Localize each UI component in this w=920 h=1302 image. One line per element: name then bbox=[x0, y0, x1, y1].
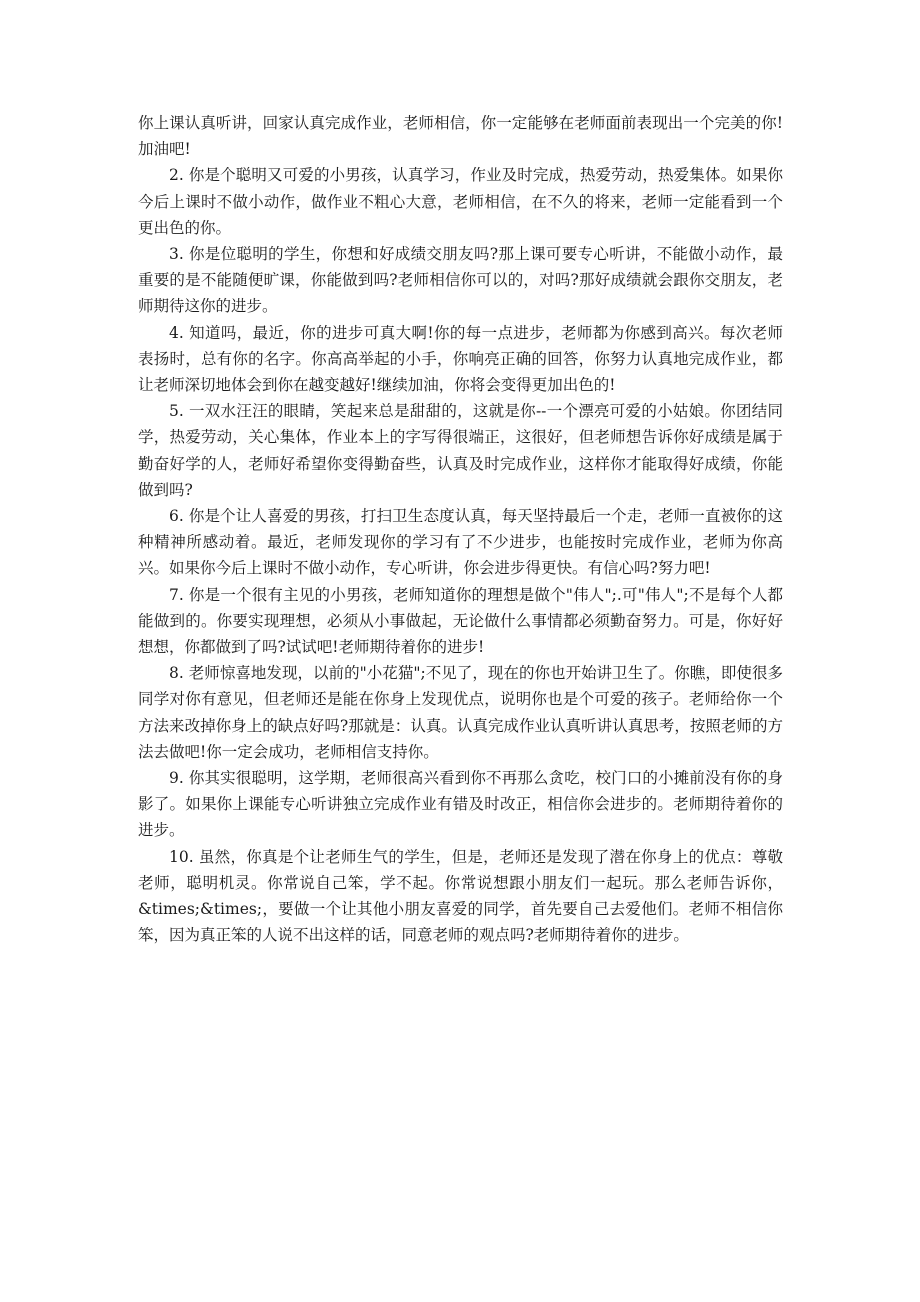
paragraph-10: 10. 虽然，你真是个让老师生气的学生，但是，老师还是发现了潜在你身上的优点：尊敬老师，聪明机灵。你常说自己笨，学不起。你常说想跟小朋友们一起玩。那么老师告诉你，&times;&times;，要做一个让其他小朋友喜爱的同学，首先要自己去爱他们。老师不相信你笨，因为真正笨的人说不出这样的话，同意老师的观点吗?老师期待着你的进步。 bbox=[138, 847, 783, 945]
paragraph-8: 8. 老师惊喜地发现，以前的"小花猫";不见了，现在的你也开始讲卫生了。你瞧，即使很多同学对你有意见，但老师还是能在你身上发现优点，说明你也是个可爱的孩子。老师给你一个方法来改掉你身上的缺点好吗?那就是：认真。认真完成作业认真听讲认真思考，按照老师的方法去做吧!你一定会成功，老师相信支持你。 bbox=[138, 664, 783, 761]
paragraph-4: 4. 知道吗，最近，你的进步可真大啊!你的每一点进步，老师都为你感到高兴。每次老师表扬时，总有你的名字。你高高举起的小手，你响亮正确的回答，你努力认真地完成作业，都让老师深切地体会到你在越变越好!继续加油，你将会变得更加出色的! bbox=[138, 323, 783, 395]
paragraph-7: 7. 你是一个很有主见的小男孩，老师知道你的理想是做个"伟人";.可"伟人";不是每个人都能做到的。你要实现理想，必须从小事做起，无论做什么事情都必须勤奋努力。可是，你好好想想，你都做到了吗?试试吧!老师期待着你的进步! bbox=[138, 585, 783, 657]
paragraph-5: 5. 一双水汪汪的眼睛，笑起来总是甜甜的，这就是你--一个漂亮可爱的小姑娘。你团结同学，热爱劳动，关心集体，作业本上的字写得很端正，这很好，但老师想告诉你好成绩是属于勤奋好学的人，老师好希望你变得勤奋些，认真及时完成作业，这样你才能取得好成绩，你能做到吗? bbox=[138, 402, 783, 499]
paragraph-3: 3. 你是位聪明的学生，你想和好成绩交朋友吗?那上课可要专心听讲，不能做小动作，最重要的是不能随便旷课，你能做到吗?老师相信你可以的，对吗?那好成绩就会跟你交朋友，老师期待这你的进步。 bbox=[138, 245, 783, 316]
paragraph-6: 6. 你是个让人喜爱的男孩，打扫卫生态度认真，每天坚持最后一个走，老师一直被你的这种精神所感动着。最近，老师发现你的学习有了不少进步，也能按时完成作业，老师为你高兴。如果你今后上课时不做小动作，专心听讲，你会进步得更快。有信心吗?努力吧! bbox=[138, 507, 783, 578]
paragraph-2: 2. 你是个聪明又可爱的小男孩，认真学习，作业及时完成，热爱劳动，热爱集体。如果你今后上课时不做小动作，做作业不粗心大意，老师相信，在不久的将来，老师一定能看到一个更出色的你。 bbox=[138, 166, 783, 237]
paragraph-9: 9. 你其实很聪明，这学期，老师很高兴看到你不再那么贪吃，校门口的小摊前没有你的身影了。如果你上课能专心听讲独立完成作业有错及时改正，相信你会进步的。老师期待着你的进步。 bbox=[138, 769, 783, 840]
paragraph-1-continuation: 你上课认真听讲，回家认真完成作业，老师相信，你一定能够在老师面前表现出一个完美的你!加油吧! bbox=[138, 114, 783, 159]
document-page bbox=[138, 110, 783, 949]
